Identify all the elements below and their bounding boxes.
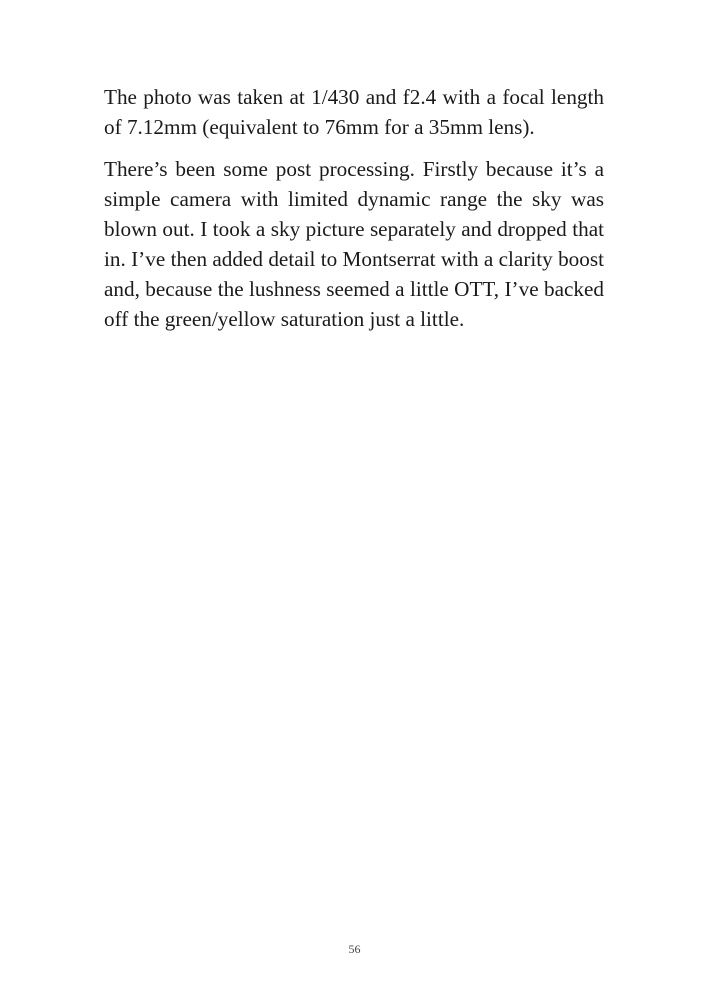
page-number: 56 bbox=[348, 942, 361, 956]
page-body bbox=[104, 82, 604, 346]
paragraph-post-processing: There’s been some post processing. Firstly because it’s a simple camera with limited dynamic range the sky was blown out. I took a sky picture separately and dropped that in. I’ve then added detail to Montserrat with a clarity boost and, because the lushness seemed a little OTT, I’ve backed off the green/yellow saturation just a little. bbox=[104, 157, 604, 331]
paragraph-camera-settings: The photo was taken at 1/430 and f2.4 with a focal length of 7.12mm (equivalent to 76mm for a 35mm lens). bbox=[104, 85, 604, 139]
